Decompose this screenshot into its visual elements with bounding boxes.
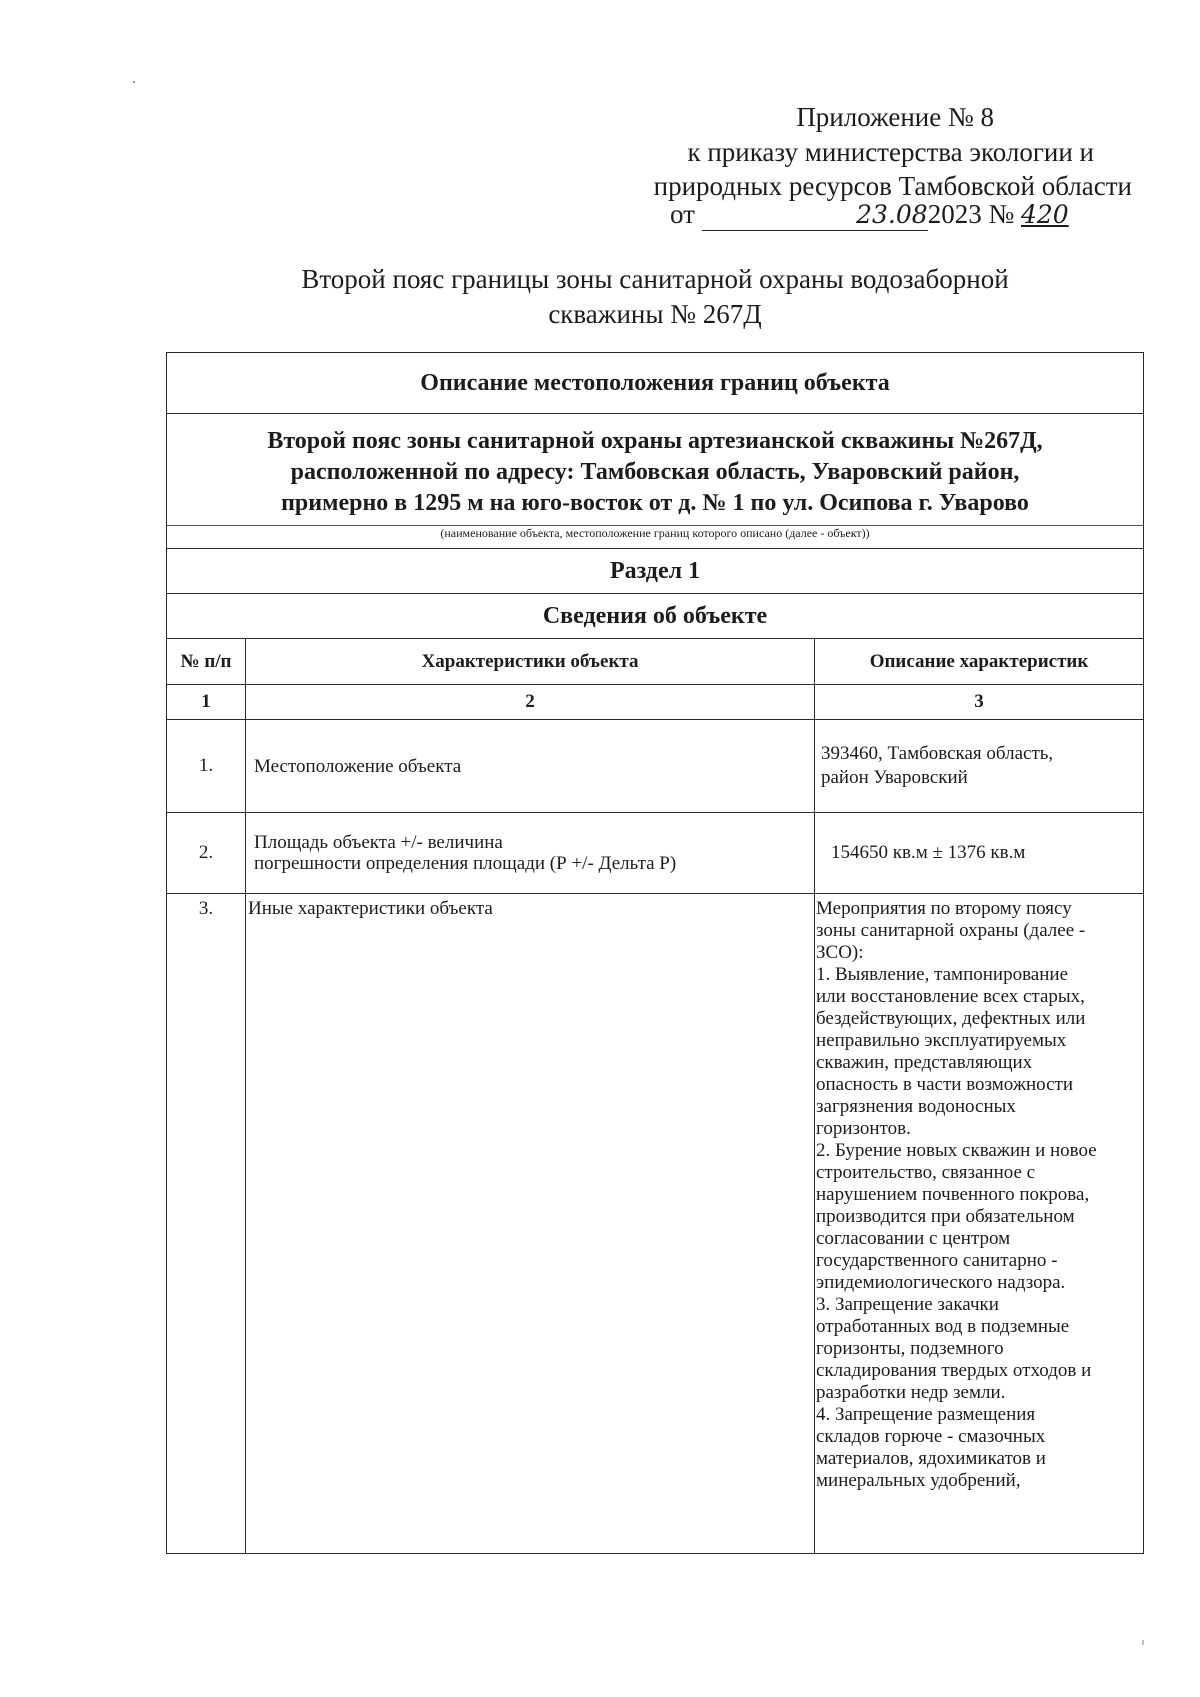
object-line-3: примерно в 1295 м на юго-восток от д. № 1 по ул. Осипова г. Уварово (281, 490, 1029, 516)
handwritten-order-number: 420 (1020, 200, 1069, 229)
column-header-characteristics: Характеристики объекта (246, 639, 815, 685)
boundary-description-table (166, 352, 1144, 1554)
title-line-2: скважины № 267Д (548, 298, 762, 329)
object-line-1: Второй пояс зоны санитарной охраны артезианской скважины №267Д, (267, 428, 1043, 454)
object-caption: (наименование объекта, местоположение границ которого описано (далее - объект)) (167, 526, 1144, 549)
appendix-line-3: природных ресурсов Тамбовской области (653, 171, 1132, 201)
table-row (167, 813, 1144, 894)
column-number-3: 3 (815, 685, 1144, 720)
row-number: 1. (167, 720, 246, 813)
column-header-number: № п/п (167, 639, 246, 685)
date-prefix: от (670, 199, 695, 229)
appendix-line-2: к приказу министерства экологии и (687, 136, 1094, 167)
row-description-line-1: 393460, Тамбовская область, (821, 743, 1054, 764)
order-year: 2023 № (927, 199, 1015, 229)
row-characteristic (246, 813, 815, 894)
table-row (167, 720, 1144, 813)
row-number: 3. (167, 894, 246, 1554)
table-row (167, 894, 1144, 1554)
row-description-line-2: район Уваровский (821, 767, 968, 788)
row-description: Мероприятия по второму поясу зоны санитарной охраны (далее - ЗСО): 1. Выявление, тампонирование или восстановление всех старых, бездействующих, дефектных или неправильно эксплуатируемых скважин, представляющих опасность в части возможности загрязнения водоносных горизонтов. 2. Бурение новых скважин и новое строительство, связанное с нарушением почвенного покрова, производится при обязательном согласовании с центром государственного санитарно - эпидемиологического надзора. 3. Запрещение закачки отработанных вод в подземные горизонты, подземного складирования твердых отходов и разработки недр земли. 4. Запрещение размещения складов горюче - смазочных материалов, ядохимикатов и минеральных удобрений, (815, 894, 1144, 1554)
scan-speck (1142, 1640, 1144, 1645)
row-characteristic-line-2: погрешности определения площади (Р +/- Дельта Р) (254, 853, 677, 874)
object-line-2: расположенной по адресу: Тамбовская область, Уваровский район, (290, 459, 1020, 485)
row-characteristic: Иные характеристики объекта (246, 894, 815, 1554)
column-header-description: Описание характеристик (815, 639, 1144, 685)
appendix-block (572, 100, 1132, 204)
handwritten-date: 23.08 (702, 202, 928, 231)
section-subtitle: Сведения об объекте (167, 594, 1144, 639)
document-title (250, 262, 1060, 331)
column-number-1: 1 (167, 685, 246, 720)
section-title: Раздел 1 (167, 549, 1144, 594)
column-number-2: 2 (246, 685, 815, 720)
title-line-1: Второй пояс границы зоны санитарной охраны водозаборной (301, 264, 1009, 294)
row-number: 2. (167, 813, 246, 894)
object-name (167, 414, 1144, 526)
row-description: 154650 кв.м ± 1376 кв.м (815, 813, 1144, 894)
scan-speck (133, 81, 135, 83)
row-characteristic-line-1: Площадь объекта +/- величина (254, 832, 503, 853)
description-header: Описание местоположения границ объекта (167, 353, 1144, 414)
appendix-line-1: Приложение № 8 (796, 102, 994, 132)
row-description (815, 720, 1144, 813)
row-characteristic: Местоположение объекта (246, 720, 815, 813)
order-date-row (670, 199, 1103, 231)
